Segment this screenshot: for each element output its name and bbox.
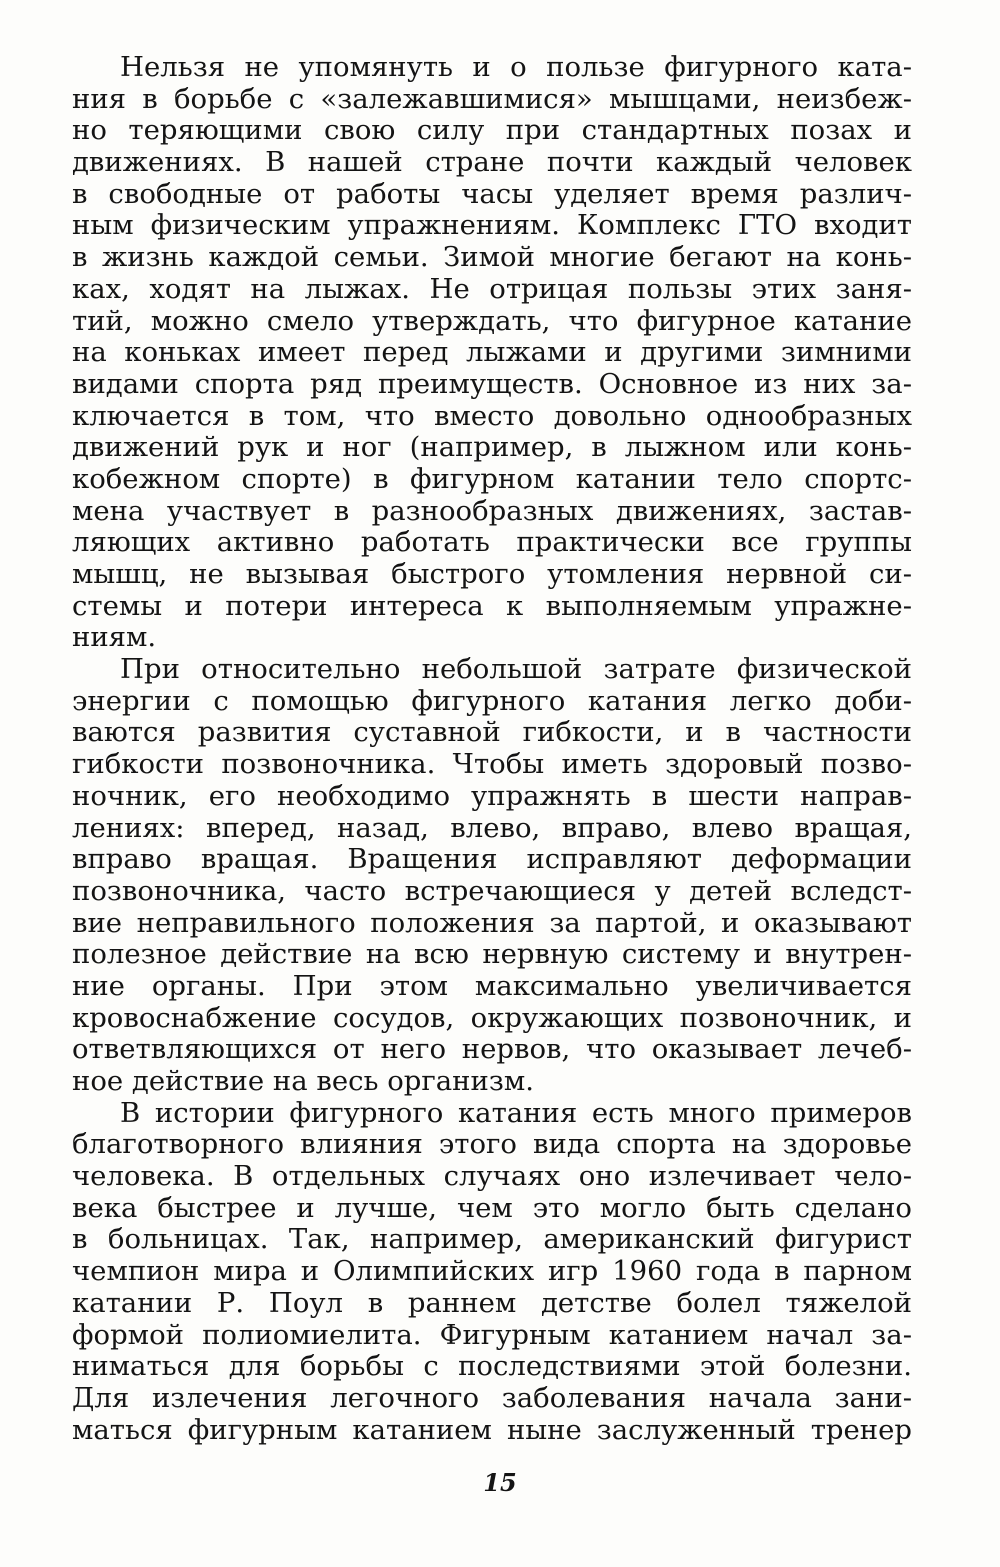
- text-line: но теряющими свою силу при стандартных позах и: [72, 115, 912, 147]
- text-line: ответвляющихся от него нервов, что оказывает лечеб-: [72, 1034, 912, 1066]
- text-line: ключается в том, что вместо довольно однообразных: [72, 400, 912, 432]
- text-line: на коньках имеет перед лыжами и другими зимними: [72, 337, 912, 369]
- text-line: вправо вращая. Вращения исправляют деформации: [72, 844, 912, 876]
- text-line: кровоснабжение сосудов, окружающих позвоночник, и: [72, 1002, 912, 1034]
- text-line: При относительно небольшой затрате физической: [120, 654, 912, 686]
- text-line: позвоночника, часто встречающиеся у детей вследст-: [72, 875, 912, 907]
- text-line: энергии с помощью фигурного катания легко доби-: [72, 685, 912, 717]
- text-line: маться фигурным катанием ныне заслуженный тренер: [72, 1414, 912, 1446]
- text-line: ния в борьбе с «залежавшимися» мышцами, неизбеж-: [72, 83, 912, 115]
- body-text: [72, 52, 912, 1446]
- text-line: движений рук и ног (например, в лыжном или конь-: [72, 432, 912, 464]
- text-line: ках, ходят на лыжах. Не отрицая пользы этих заня-: [72, 273, 912, 305]
- text-line: ваются развития суставной гибкости, и в частности: [72, 717, 912, 749]
- text-line: Нельзя не упомянуть и о пользе фигурного ката-: [120, 52, 912, 83]
- text-line: видами спорта ряд преимуществ. Основное из них за-: [72, 368, 912, 400]
- text-line: кобежном спорте) в фигурном катании тело спортс-: [72, 463, 912, 495]
- text-line: полезное действие на всю нервную систему и внутрен-: [72, 939, 912, 971]
- text-line: человека. В отдельных случаях оно излечивает чело-: [72, 1161, 912, 1193]
- text-line: века быстрее и лучше, чем это могло быть сделано: [72, 1192, 912, 1224]
- text-line: ниям.: [72, 622, 157, 654]
- text-line: мышц, не вызывая быстрого утомления нервной си-: [72, 559, 912, 590]
- text-line: гибкости позвоночника. Чтобы иметь здоровый позво-: [72, 749, 912, 781]
- text-line: в больницах. Так, например, американский фигурист: [72, 1224, 912, 1256]
- text-line: В истории фигурного катания есть много примеров: [120, 1097, 912, 1129]
- text-line: вие неправильного положения за партой, и оказывают: [72, 907, 912, 939]
- text-line: благотворного влияния этого вида спорта на здоровье: [72, 1129, 912, 1161]
- text-line: ное действие на весь организм.: [72, 1066, 534, 1097]
- text-line: ночник, его необходимо упражнять в шести направ-: [72, 780, 912, 812]
- text-line: в жизнь каждой семьи. Зимой многие бегают на конь-: [72, 242, 912, 274]
- text-line: ниматься для борьбы с последствиями этой болезни.: [72, 1351, 912, 1383]
- text-line: мена участвует в разнообразных движениях, застав-: [72, 495, 912, 527]
- text-line: чемпион мира и Олимпийских игр 1960 года в парном: [72, 1256, 912, 1288]
- text-line: формой полиомиелита. Фигурным катанием начал за-: [72, 1319, 912, 1351]
- paragraph-3: [72, 1098, 912, 1447]
- text-line: в свободные от работы часы уделяет время различ-: [72, 178, 912, 210]
- text-line: лениях: вперед, назад, влево, вправо, влево вращая,: [72, 812, 912, 844]
- paragraph-2: [72, 654, 912, 1098]
- text-line: ние органы. При этом максимально увеличивается: [72, 970, 912, 1002]
- text-line: ляющих активно работать практически все группы: [72, 527, 912, 559]
- text-line: катании Р. Поул в раннем детстве болел тяжелой: [72, 1287, 912, 1319]
- text-line: Для излечения легочного заболевания начала зани-: [72, 1382, 912, 1414]
- text-line: движениях. В нашей стране почти каждый человек: [72, 147, 912, 179]
- page-number: 15: [483, 1468, 517, 1497]
- text-line: тий, можно смело утверждать, что фигурное катание: [72, 305, 912, 337]
- paragraph-1: [72, 52, 912, 654]
- text-line: стемы и потери интереса к выполняемым упражне-: [72, 590, 912, 622]
- text-line: ным физическим упражнениям. Комплекс ГТО входит: [72, 210, 912, 242]
